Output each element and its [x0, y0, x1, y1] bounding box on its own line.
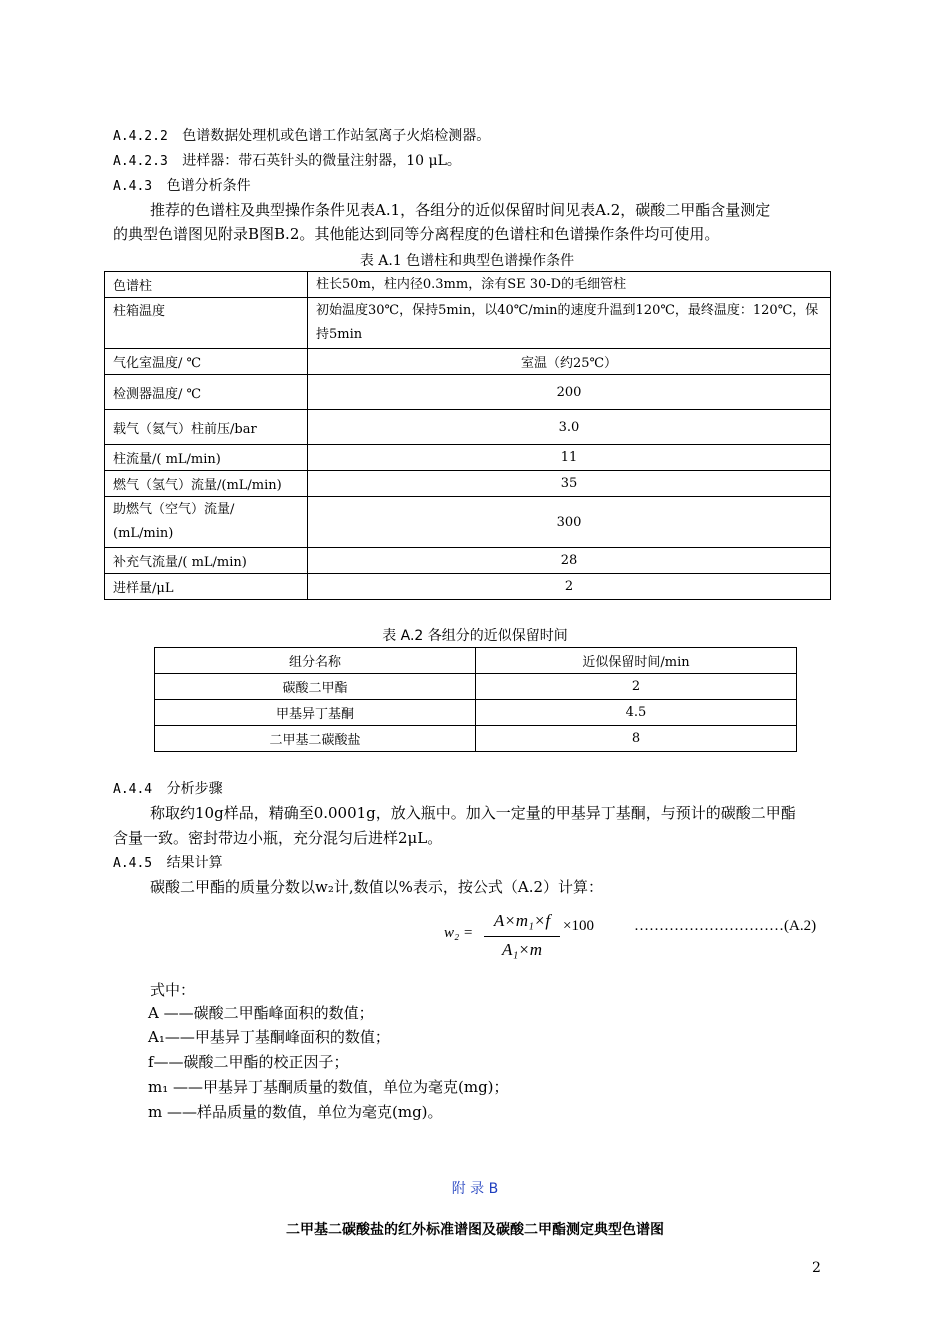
table-row — [105, 375, 831, 410]
paragraph-line: 含量一致。密封带边小瓶，充分混匀后进样2μL。 — [113, 829, 443, 847]
table-cell: 35 — [308, 471, 831, 497]
fraction-bar — [484, 936, 560, 937]
formula-multiplier: ×100 — [563, 918, 594, 934]
table-cell: 8 — [476, 726, 797, 752]
cell-line: (mL/min) — [113, 526, 174, 541]
appendix-label: 附 录 B — [451, 1181, 499, 1197]
table-cell: 28 — [308, 548, 831, 574]
table-cell: 色谱柱 — [105, 272, 308, 298]
clause-title: 色谱分析条件 — [166, 178, 251, 194]
table-row — [105, 349, 831, 375]
paragraph-line: 称取约10g样品，精确至0.0001g，放入瓶中。加入一定量的甲基异丁基酮，与预计的碳酸二甲酯 — [150, 804, 796, 822]
clause-number: A.4.2.3 — [113, 154, 168, 169]
table-cell: 柱箱温度 — [105, 298, 308, 349]
table-cell: 3.0 — [308, 410, 831, 445]
page-number: 2 — [812, 1260, 821, 1276]
table-cell: 气化室温度/ ℃ — [105, 349, 308, 375]
table-cell: 300 — [308, 497, 831, 548]
paragraph-line: 的典型色谱图见附录B图B.2。其他能达到同等分离程度的色谱柱和色谱操作条件均可使用。 — [113, 225, 720, 243]
table-row — [105, 548, 831, 574]
clause-number: A.4.2.2 — [113, 129, 168, 144]
cell-line: 持5min — [316, 327, 363, 342]
table-cell: 载气（氦气）柱前压/bar — [105, 410, 308, 445]
table-header-cell: 近似保留时间/min — [476, 648, 797, 674]
paragraph-line: 推荐的色谱柱及典型操作条件见表A.1，各组分的近似保留时间见表A.2，碳酸二甲酯含量测定 — [150, 201, 771, 219]
table-cell: 柱长50m，柱内径0.3mm，涂有SE 30-D的毛细管柱 — [308, 272, 831, 298]
clause-a4-2-2 — [113, 126, 490, 147]
clause-a4-3 — [113, 176, 251, 197]
table-cell: 室温（约25℃） — [308, 349, 831, 375]
formula-lhs: w₂ = — [444, 925, 474, 941]
clause-title: 分析步骤 — [166, 781, 223, 797]
table-row — [105, 471, 831, 497]
table-row — [105, 497, 831, 548]
table-row — [155, 674, 797, 700]
table-cell: 二甲基二碳酸盐 — [155, 726, 476, 752]
appendix-title: 二甲基二碳酸盐的红外标准谱图及碳酸二甲酯测定典型色谱图 — [286, 1222, 664, 1238]
clause-text: 色谱数据处理机或色谱工作站氢离子火焰检测器。 — [182, 128, 491, 144]
clause-number: A.4.3 — [113, 179, 153, 194]
table-row — [155, 726, 797, 752]
table-cell: 进样量/μL — [105, 574, 308, 600]
table-header-row — [155, 648, 797, 674]
table-cell — [308, 298, 831, 349]
table-cell: 11 — [308, 445, 831, 471]
table1-caption: 表 A.1 色谱柱和典型色谱操作条件 — [359, 253, 575, 269]
table-cell: 甲基异丁基酮 — [155, 700, 476, 726]
clause-a4-2-3 — [113, 151, 461, 172]
where-item: m ——样品质量的数值，单位为毫克(mg)。 — [148, 1103, 443, 1121]
table-cell: 检测器温度/ ℃ — [105, 375, 308, 410]
table-row — [105, 445, 831, 471]
where-item: A ——碳酸二甲酯峰面积的数值； — [148, 1004, 374, 1022]
table-row — [105, 272, 831, 298]
conditions-table — [104, 271, 831, 600]
paragraph-line: 碳酸二甲酯的质量分数以w₂计,数值以%表示，按公式（A.2）计算： — [150, 878, 604, 896]
table-header-cell: 组分名称 — [155, 648, 476, 674]
table-row — [155, 700, 797, 726]
retention-table — [154, 647, 797, 752]
table-row — [105, 574, 831, 600]
table-cell: 燃气（氢气）流量/(mL/min) — [105, 471, 308, 497]
table-row — [105, 298, 831, 349]
table-cell — [105, 497, 308, 548]
clause-a4-4 — [113, 779, 223, 800]
table-cell: 200 — [308, 375, 831, 410]
formula-numerator: A×m₁×f — [493, 911, 551, 930]
cell-line: 初始温度30℃，保持5min，以40℃/min的速度升温到120℃，最终温度：120℃，保 — [316, 303, 819, 318]
formula-denominator: A₁×m — [501, 940, 543, 959]
table-cell: 2 — [476, 674, 797, 700]
table2-caption: 表 A.2 各组分的近似保留时间 — [382, 628, 568, 644]
table-row — [105, 410, 831, 445]
clause-title: 结果计算 — [166, 855, 223, 871]
where-intro: 式中： — [150, 981, 196, 999]
clause-number: A.4.4 — [113, 782, 153, 797]
clause-text: 进样器：带石英针头的微量注射器，10 μL。 — [182, 153, 461, 169]
table-cell: 柱流量/( mL/min) — [105, 445, 308, 471]
where-item: m₁ ——甲基异丁基酮质量的数值，单位为毫克(mg)； — [148, 1078, 509, 1096]
where-item: f——碳酸二甲酯的校正因子； — [148, 1053, 349, 1071]
where-item: A₁——甲基异丁基酮峰面积的数值； — [148, 1028, 390, 1046]
table-cell: 2 — [308, 574, 831, 600]
formula-reference: …………………………(A.2) — [634, 918, 817, 934]
cell-line: 助燃气（空气）流量/ — [113, 502, 235, 517]
clause-a4-5 — [113, 853, 223, 874]
table-cell: 碳酸二甲酯 — [155, 674, 476, 700]
clause-number: A.4.5 — [113, 856, 153, 871]
table-cell: 补充气流量/( mL/min) — [105, 548, 308, 574]
table-cell: 4.5 — [476, 700, 797, 726]
